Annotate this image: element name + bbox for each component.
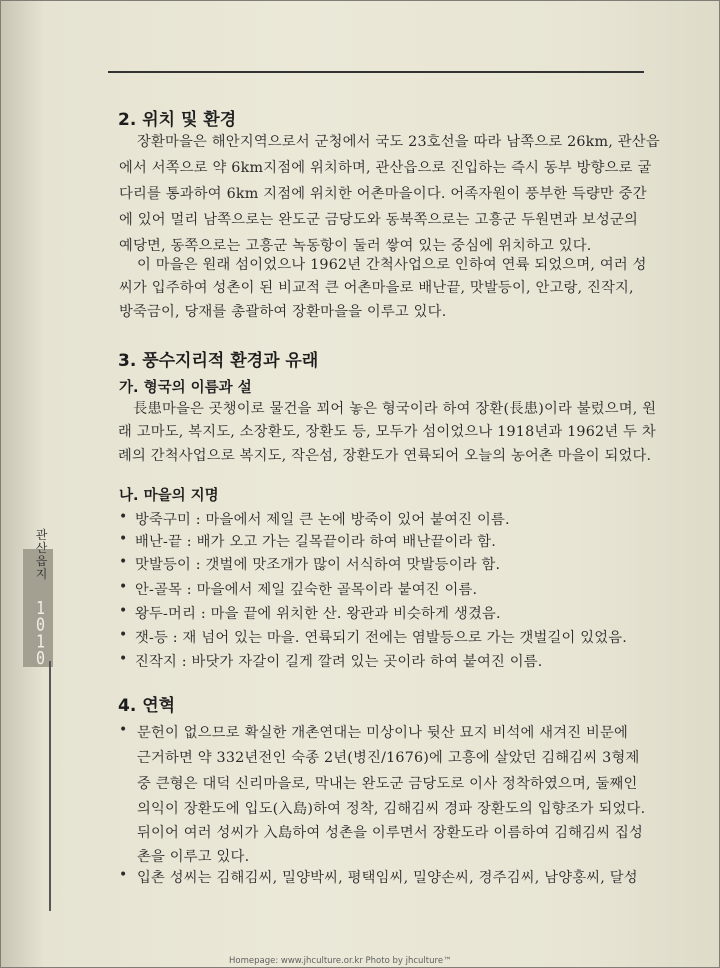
subsection-a-line: 래 고마도, 복지도, 소장환도, 장환도 등, 모두가 섬이었으나 1918년과 1962년 두 차 [118, 424, 656, 440]
bullet-icon: • [119, 554, 128, 570]
bullet-icon: • [119, 867, 128, 883]
bullet-icon: • [119, 579, 128, 595]
place-name-item: 방죽구미 : 마을에서 제일 큰 논에 방죽이 있어 붙여진 이름. [135, 512, 510, 528]
section-2-line: 씨가 입주하여 성촌이 된 비교적 큰 어촌마을로 배난끝, 맛발등이, 안고랑, 진작지, [119, 280, 634, 296]
section-3-heading: 3. 풍수지리적 환경과 유래 [118, 351, 319, 371]
page-number: 1010 [35, 597, 45, 669]
place-name-item: 진작지 : 바닷가 자갈이 길게 깔려 있는 곳이라 하여 붙여진 이름. [135, 654, 543, 670]
bullet-icon: • [119, 627, 128, 643]
side-book-title: 관산읍지 [35, 528, 48, 581]
subsection-a-line: 례의 간척사업으로 복지도, 작은섬, 장환도가 연륙되어 오늘의 농어촌 마을이 되었다. [118, 448, 652, 464]
subsection-a-line: 長患마을은 곳챙이로 물건을 꾀어 놓은 형국이라 하여 장환(長患)이라 불렀으며, 원 [133, 401, 657, 417]
place-name-item: 왕두-머리 : 마을 끝에 위치한 산. 왕관과 비슷하게 생겼음. [135, 606, 501, 622]
place-name-item: 배난-끝 : 배가 오고 가는 길목끝이라 하여 배난끝이라 함. [135, 534, 496, 550]
section-2-line: 예당면, 동쪽으로는 고흥군 녹동항이 둘러 쌓여 있는 중심에 위치하고 있다. [119, 238, 592, 254]
bullet-icon: • [119, 651, 128, 667]
section-2-heading: 2. 위치 및 환경 [118, 110, 237, 130]
section-2-line: 다리를 통과하여 6km 지점에 위치한 어촌마을이다. 어족자원이 풍부한 득량만 중간 [119, 186, 647, 202]
section-2-line: 에서 서쪽으로 약 6km지점에 위치하며, 관산읍으로 진입하는 즉시 동부 방향으로 굴 [119, 160, 652, 176]
section-2-line: 에 있어 멀리 남쪽으로는 완도군 금당도와 동북쪽으로는 고흥군 두원면과 보성군의 [119, 212, 639, 228]
subsection-b-heading: 나. 마을의 지명 [119, 488, 219, 504]
header-rule [108, 71, 644, 73]
place-name-item: 안-골목 : 마을에서 제일 깊숙한 골목이라 붙여진 이름. [135, 582, 478, 598]
bullet-icon: • [119, 531, 128, 547]
bullet-icon: • [119, 603, 128, 619]
place-name-item: 잿-등 : 재 넘어 있는 마을. 연륙되기 전에는 염발등으로 가는 갯벌길이 있었음. [135, 630, 628, 646]
history-line: 근거하면 약 332년전인 숙종 2년(병진/1676)에 고흥에 살았던 김해김씨 3형제 [137, 750, 640, 766]
side-rule [49, 661, 51, 911]
history-line: 문헌이 없으므로 확실한 개촌연대는 미상이나 뒷산 묘지 비석에 새겨진 비문에 [137, 725, 629, 741]
subsection-a-heading: 가. 형국의 이름과 설 [119, 380, 252, 396]
history-line: 촌을 이루고 있다. [137, 849, 250, 865]
bullet-icon: • [119, 509, 128, 525]
photo-credit: Homepage: www.jhculture.or.kr Photo by jhculture™ [229, 956, 452, 966]
bullet-icon: • [119, 722, 128, 738]
history-line: 중 큰형은 대덕 신리마을로, 막내는 완도군 금당도로 이사 정착하였으며, 둘째인 [137, 776, 638, 792]
section-2-line: 방죽금이, 당재를 총괄하여 장환마을을 이루고 있다. [119, 304, 447, 320]
section-2-line: 장환마을은 해안지역으로서 군청에서 국도 23호선을 따라 남쪽으로 26km, 관산읍 [137, 134, 660, 150]
place-name-item: 맛발등이 : 갯벌에 맛조개가 많이 서식하여 맛발등이라 함. [135, 557, 501, 573]
section-4-heading: 4. 연혁 [118, 696, 176, 716]
history-line: 의익이 장환도에 입도(入島)하여 정착, 김해김씨 경파 장환도의 입향조가 되었다. [137, 801, 646, 817]
section-2-line: 이 마을은 원래 섬이었으나 1962년 간척사업으로 인하여 연륙 되었으며, 여러 성 [137, 257, 647, 273]
history-line: 뒤이어 여러 성씨가 入島하여 성촌을 이루면서 장환도라 이름하여 김해김씨 집성 [137, 825, 644, 841]
history-line: 입촌 성씨는 김해김씨, 밀양박씨, 평택임씨, 밀양손씨, 경주김씨, 남양홍씨, 달성 [137, 870, 638, 886]
